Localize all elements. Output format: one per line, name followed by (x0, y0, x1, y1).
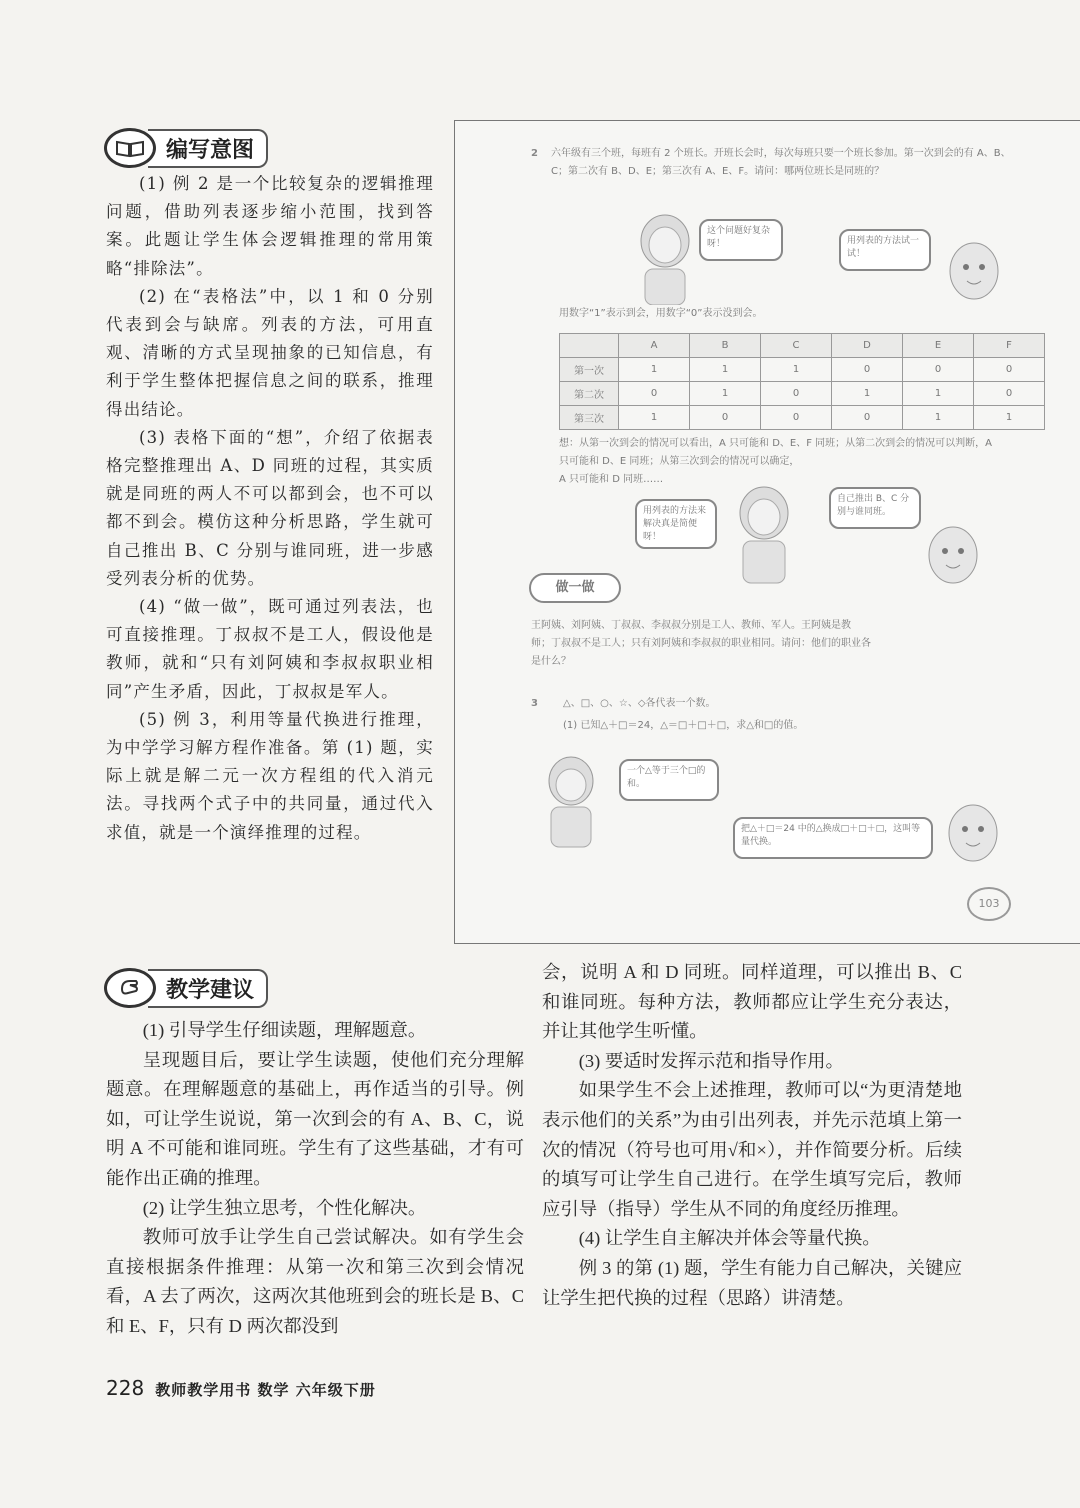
table-cell: F (974, 334, 1045, 358)
table-cell: 0 (761, 382, 832, 406)
intent-body (106, 170, 434, 847)
advice-paragraph: 例 3 的第 (1) 题，学生有能力自己解决，关键应让学生把代换的过程（思路）讲清楚。 (542, 1257, 962, 1308)
advice-paragraph: 会，说明 A 和 D 同班。同样道理，可以推出 B、C 和谁同班。每种方法，教师都应让学生充分表达，并让其他学生听懂。 (542, 962, 962, 1042)
advice-paragraph: (4) 让学生自主解决并体会等量代换。 (578, 1228, 881, 1249)
page-number: 228 (106, 1376, 145, 1400)
do-it-text-line: 师；丁叔叔不是工人；只有刘阿姨和李叔叔的职业相同。请问：他们的职业各 (531, 638, 871, 649)
intent-paragraph: (1) 例 2 是一个比较复杂的逻辑推理问题，借助列表逐步缩小范围，找到答案。此题让学生体会逻辑推理的常用策略“排除法”。 (106, 174, 434, 278)
table-cell: 0 (903, 358, 974, 382)
advice-paragraph: 如果学生不会上述推理，教师可以“为更清楚地表示他们的关系”为由引出列表，并先示范填上第一次的情况（符号也可用√和×），并作简要分析。后续的填写可让学生自己进行。在学生填写完后，教师应引导（指导）学生从不同的角度经历推理。 (542, 1080, 962, 1219)
advice-title: 教学建议 (148, 969, 268, 1008)
table-row (560, 358, 1045, 382)
example3-question: (1) 已知△＋□＝24，△＝□＋□＋□，求△和□的值。 (563, 720, 804, 731)
intent-paragraph: (3) 表格下面的“想”，介绍了依据表格完整推理出 A、D 同班的过程，其实质就是同班的两人不可以都到会，也不可以都不到会。模仿这种分析思路，学生就可自己推出 B、C 分别与谁同班，进一步感受列表分析的优势。 (106, 427, 434, 588)
table-cell: 1 (903, 406, 974, 430)
table-cell: 1 (690, 358, 761, 382)
table-row (560, 406, 1045, 430)
textbook-page-image (454, 120, 1080, 944)
advice-paragraph: (1) 引导学生仔细读题，理解题意。 (142, 1020, 427, 1040)
table-cell: 第一次 (560, 358, 619, 382)
table-cell: 1 (761, 358, 832, 382)
example3-number: 3 (531, 698, 538, 709)
table-cell: B (690, 334, 761, 358)
table-cell: 0 (619, 382, 690, 406)
boy-figure (535, 755, 607, 859)
girl-speech-bubble: 这个问题好复杂呀！ (699, 219, 783, 261)
do-it-text-line: 是什么？ (531, 656, 571, 667)
advice-left-column (106, 1016, 524, 1342)
attendance-table (559, 333, 1045, 430)
fruit-speech-bubble-2: 自己推出 B、C 分别与谁同班。 (829, 487, 921, 529)
table-cell: E (903, 334, 974, 358)
do-it-text-line: 王阿姨、刘阿姨、丁叔叔、李叔叔分别是工人、教师、军人。王阿姨是教 (531, 620, 851, 631)
advice-paragraph: (2) 让学生独立思考，个性化解决。 (142, 1197, 427, 1218)
textbook-page-number: 103 (967, 887, 1011, 921)
table-cell: 第二次 (560, 382, 619, 406)
table-cell: 1 (619, 406, 690, 430)
table-cell: A (619, 334, 690, 358)
table-header-row (560, 334, 1045, 358)
example2-text: 六年级有三个班，每班有 2 个班长。开班长会时，每次每班只要一个班长参加。第一次到会的有 A、B、C；第二次有 B、D、E；第三次有 A、E、F。请问：哪两位班长是同班的？ (551, 148, 1011, 177)
advice-section-header (104, 968, 268, 1008)
do-it-label: 做一做 (529, 573, 621, 603)
advice-paragraph: 教师可放手让学生自己尝试解决。如有学生会直接根据条件推理：从第一次和第三次到会情况看，A 去了两次，这两次其他班到会的班长是 B、C 和 E、F，只有 D 两次都没到 (106, 1227, 524, 1336)
intent-title: 编写意图 (148, 129, 268, 168)
table-cell: C (761, 334, 832, 358)
table-cell: 1 (974, 406, 1045, 430)
advice-paragraph: 呈现题目后，要让学生读题，使他们充分理解题意。在理解题意的基础上，再作适当的引导。例如，可让学生说说，第一次到会的有 A、B、C，说明 A 不可能和谁同班。学生有了这些基础，才有可能作出正确的推理。 (106, 1049, 524, 1188)
intent-section-header (104, 128, 268, 168)
example3-line: △、□、○、☆、◇各代表一个数。 (563, 698, 716, 709)
fruit-character-figure (945, 231, 1003, 303)
table-cell: 1 (619, 358, 690, 382)
table-caption: 用数字“1”表示到会，用数字“0”表示没到会。 (559, 308, 763, 319)
girl-speech-bubble-2: 用列表的方法来解决真是简便呀！ (635, 499, 717, 549)
table-cell: 1 (690, 382, 761, 406)
advice-right-column (542, 958, 962, 1313)
advice-paragraph: (3) 要适时发挥示范和指导作用。 (578, 1050, 844, 1071)
book-icon (104, 128, 156, 168)
table-cell: D (832, 334, 903, 358)
fruit-character-figure-3 (943, 791, 1003, 865)
boy-speech-bubble: 一个△等于三个□的和。 (619, 759, 719, 801)
girl-figure (625, 213, 705, 305)
think-text-end: A 只可能和 D 同班…… (559, 474, 664, 485)
table-cell: 0 (690, 406, 761, 430)
hand-icon (104, 968, 156, 1008)
table-cell: 0 (974, 382, 1045, 406)
fruit-speech-bubble: 用列表的方法试一试！ (839, 229, 931, 271)
table-cell: 0 (761, 406, 832, 430)
table-cell: 0 (974, 358, 1045, 382)
fruit-character-figure-2 (923, 513, 983, 587)
table-cell (560, 334, 619, 358)
table-cell: 0 (832, 358, 903, 382)
fruit-speech-bubble-3: 把△＋□＝24 中的△换成□＋□＋□，这叫等量代换。 (733, 817, 933, 859)
girl-figure-2 (725, 485, 803, 585)
table-cell: 0 (832, 406, 903, 430)
intent-paragraph: (4) “做一做”，既可通过列表法，也可直接推理。丁叔叔不是工人，假设他是教师，就和“只有刘阿姨和李叔叔职业相同”产生矛盾，因此，丁叔叔是军人。 (106, 597, 434, 701)
table-cell: 1 (903, 382, 974, 406)
example2-number: 2 (531, 148, 538, 159)
page-footer (106, 1376, 376, 1400)
think-text: 想：从第一次到会的情况可以看出，A 只可能和 D、E、F 同班；从第二次到会的情况可以判断，A 只可能和 D、E 同班；从第三次到会的情况可以确定， (559, 438, 992, 467)
table-cell: 第三次 (560, 406, 619, 430)
book-title: 教师教学用书 数学 六年级下册 (155, 1381, 376, 1399)
intent-paragraph: (5) 例 3，利用等量代换进行推理，为中学学习解方程作准备。第 (1) 题，实际上就是解二元一次方程组的代入消元法。寻找两个式子中的共同量，通过代入求值，就是一个演绎推理的过程。 (106, 709, 434, 842)
table-cell: 1 (832, 382, 903, 406)
table-row (560, 382, 1045, 406)
intent-paragraph: (2) 在“表格法”中，以 1 和 0 分别代表到会与缺席。列表的方法，可用直观、清晰的方式呈现抽象的已知信息，有利于学生整体把握信息之间的联系，推理得出结论。 (106, 286, 434, 419)
